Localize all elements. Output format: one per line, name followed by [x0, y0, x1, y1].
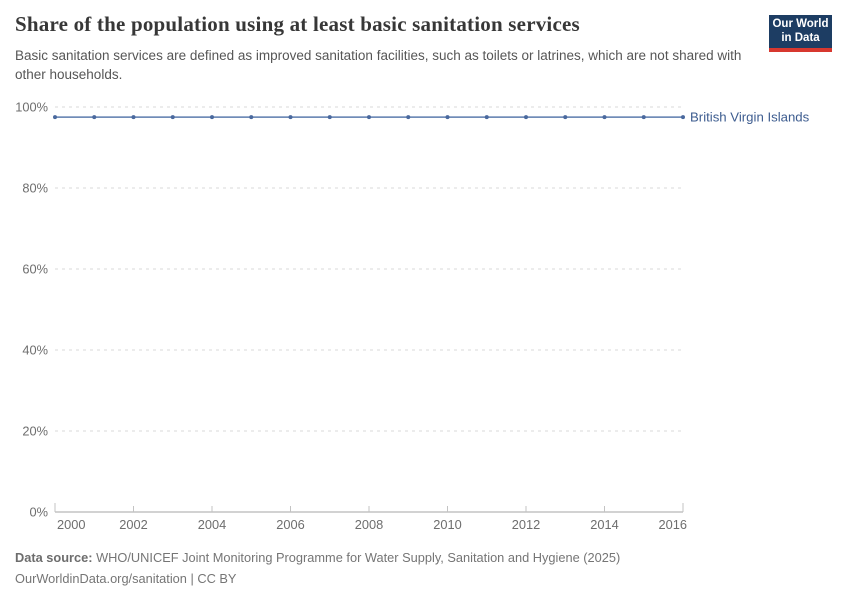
y-tick-label: 20% [22, 423, 48, 439]
y-tick-label: 80% [22, 180, 48, 196]
data-point [603, 115, 607, 119]
chart-footer [15, 547, 620, 589]
data-point [485, 115, 489, 119]
y-tick-label: 40% [22, 342, 48, 358]
owid-logo-line1: Our World [772, 18, 829, 30]
footer-license: OurWorldinData.org/sanitation | CC BY [15, 571, 237, 586]
data-point [446, 115, 450, 119]
data-point [171, 115, 175, 119]
data-point [642, 115, 646, 119]
datasource-text: WHO/UNICEF Joint Monitoring Programme for Water Supply, Sanitation and Hygiene (2025) [92, 550, 621, 565]
data-point [249, 115, 253, 119]
y-tick-label: 0% [29, 504, 48, 520]
x-tick-label: 2004 [197, 517, 227, 532]
series-label: British Virgin Islands [690, 109, 810, 125]
x-tick-label: 2002 [119, 517, 148, 532]
data-point [210, 115, 214, 119]
data-point [367, 115, 371, 119]
x-tick-label: 2008 [354, 517, 384, 532]
y-tick-label: 60% [22, 261, 48, 277]
x-tick-label: 2000 [57, 517, 86, 532]
data-point [406, 115, 410, 119]
y-tick-label: 100% [15, 99, 48, 115]
page-subtitle: Basic sanitation services are defined as improved sanitation facilities, such as toilets or latrines, which are not shared with other households. [15, 48, 742, 82]
data-point [328, 115, 332, 119]
data-point [53, 115, 57, 119]
page-title: Share of the population using at least basic sanitation services [15, 12, 580, 36]
x-tick-label: 2006 [276, 517, 305, 532]
owid-logo-line2: in Data [781, 31, 820, 44]
data-point [563, 115, 567, 119]
x-tick-label: 2012 [511, 517, 541, 532]
data-point [524, 115, 528, 119]
data-point [681, 115, 685, 119]
datasource-label: Data source: [15, 550, 93, 565]
x-tick-label: 2014 [590, 517, 619, 532]
data-point [92, 115, 96, 119]
x-tick-label: 2010 [433, 517, 462, 532]
x-tick-label: 2016 [658, 517, 687, 532]
footer-datasource [15, 547, 620, 568]
data-point [289, 115, 293, 119]
data-point [132, 115, 136, 119]
